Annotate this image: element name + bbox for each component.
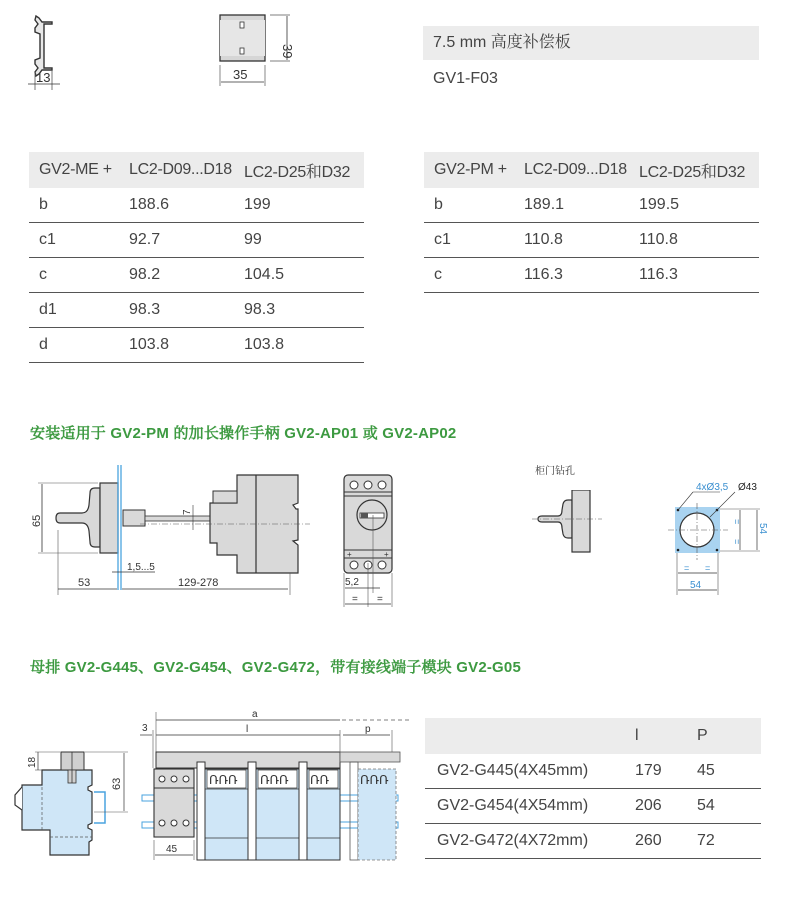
dim-gap: 1,5...5: [127, 562, 155, 573]
table-cell: 98.3: [119, 293, 234, 328]
compensation-plate-drawing: [215, 10, 295, 90]
table-row: [424, 223, 759, 258]
svg-text:ՌՌՌ: ՌՌՌ: [260, 773, 289, 787]
dim-63: 63: [111, 777, 123, 790]
table-cell: 179: [625, 754, 687, 789]
table-cell: 110.8: [514, 223, 629, 258]
table-cell: 260: [625, 824, 687, 859]
gv2-me-dimensions-table: [29, 152, 364, 363]
table-row: [425, 754, 761, 789]
compensation-plate-title: 7.5 mm 高度补偿板: [423, 26, 759, 60]
dim-7: 7: [182, 509, 193, 515]
table-row: [29, 223, 364, 258]
busbar-side-drawing: [10, 740, 140, 870]
column-header: P: [687, 718, 761, 754]
table-cell: 92.7: [119, 223, 234, 258]
table-cell: GV2-G454(4X54mm): [425, 789, 625, 824]
table-header-row: [424, 152, 759, 188]
table-cell: GV2-G472(4X72mm): [425, 824, 625, 859]
dim-3: 3: [142, 723, 148, 734]
table-row: [29, 188, 364, 223]
column-header: GV2-ME +: [29, 152, 119, 188]
busbar-section-title: 母排 GV2-G445、GV2-G454、GV2-G472，带有接线端子模块 GV2-G05: [30, 659, 522, 676]
door-drilling-drawing: [660, 475, 775, 600]
table-cell: 116.3: [514, 258, 629, 293]
column-header: LC2-D25和D32: [629, 152, 759, 188]
svg-text:=: =: [732, 519, 742, 525]
column-header: LC2-D25和D32: [234, 152, 364, 188]
table-cell: 199.5: [629, 188, 759, 223]
busbar-front-drawing: [140, 700, 415, 865]
table-cell: 99: [234, 223, 364, 258]
handle-knob-front-drawing: [530, 490, 610, 570]
dim-54-horizontal: 54: [690, 580, 702, 591]
holes-label: 4xØ3,5: [696, 482, 729, 493]
table-cell: c1: [424, 223, 514, 258]
dim-18: 18: [27, 756, 38, 768]
table-row: [29, 328, 364, 363]
table-cell: c1: [29, 223, 119, 258]
table-cell: c: [424, 258, 514, 293]
column-header: [425, 718, 625, 754]
table-cell: 98.2: [119, 258, 234, 293]
column-header: LC2-D09...D18: [514, 152, 629, 188]
table-row: [29, 258, 364, 293]
dim-l: l: [246, 724, 249, 735]
svg-text:=: =: [732, 539, 742, 545]
compensation-plate-part-number: GV1-F03: [433, 70, 498, 87]
gv2-pm-dimensions-table: [424, 152, 759, 293]
dim-39: 39: [280, 44, 295, 59]
table-row: [424, 258, 759, 293]
handle-side-drawing: [20, 455, 320, 615]
table-row: [425, 824, 761, 859]
table-cell: b: [29, 188, 119, 223]
equal-mark: =: [352, 594, 358, 605]
svg-text:+: +: [384, 550, 389, 559]
column-header: l: [625, 718, 687, 754]
table-cell: GV2-G445(4X45mm): [425, 754, 625, 789]
table-header-row: [29, 152, 364, 188]
door-drilling-label: 柜门钻孔: [535, 466, 575, 477]
dim-53: 53: [78, 577, 91, 589]
dim-65: 65: [31, 514, 43, 527]
handle-section-title: 安装适用于 GV2-PM 的加长操作手柄 GV2-AP01 或 GV2-AP02: [30, 425, 457, 442]
svg-text:+: +: [347, 550, 352, 559]
table-cell: 103.8: [234, 328, 364, 363]
svg-text:ՌՌ: ՌՌ: [310, 773, 329, 787]
table-cell: 54: [687, 789, 761, 824]
dim-45: 45: [166, 844, 178, 855]
table-cell: d1: [29, 293, 119, 328]
table-row: [424, 188, 759, 223]
dim-a: a: [252, 709, 258, 720]
dim-5-2: 5,2: [345, 577, 359, 588]
table-cell: c: [29, 258, 119, 293]
column-header: LC2-D09...D18: [119, 152, 234, 188]
dim-length: 129-278: [178, 577, 219, 589]
table-cell: d: [29, 328, 119, 363]
svg-text:=: =: [705, 563, 711, 573]
svg-text:ՌՌՌ: ՌՌՌ: [209, 773, 238, 787]
table-cell: 116.3: [629, 258, 759, 293]
dim-35: 35: [233, 67, 248, 82]
diameter-label: Ø43: [738, 482, 757, 493]
table-cell: 189.1: [514, 188, 629, 223]
busbar-table: [425, 718, 761, 859]
equal-mark: =: [377, 594, 383, 605]
table-cell: 45: [687, 754, 761, 789]
table-header-row: [425, 718, 761, 754]
table-cell: 103.8: [119, 328, 234, 363]
table-cell: 104.5: [234, 258, 364, 293]
dim-13: 13: [36, 70, 51, 85]
table-cell: 98.3: [234, 293, 364, 328]
table-cell: 188.6: [119, 188, 234, 223]
table-row: [29, 293, 364, 328]
table-cell: 72: [687, 824, 761, 859]
breaker-front-drawing: [330, 455, 430, 615]
table-cell: 199: [234, 188, 364, 223]
dim-p: p: [365, 724, 371, 735]
table-cell: 110.8: [629, 223, 759, 258]
svg-text:=: =: [684, 563, 690, 573]
table-cell: b: [424, 188, 514, 223]
svg-text:ՌՌՌ: ՌՌՌ: [360, 773, 389, 787]
din-rail-drawing: [20, 10, 70, 90]
table-cell: 206: [625, 789, 687, 824]
column-header: GV2-PM +: [424, 152, 514, 188]
dim-54-vertical: 54: [757, 523, 768, 535]
table-row: [425, 789, 761, 824]
